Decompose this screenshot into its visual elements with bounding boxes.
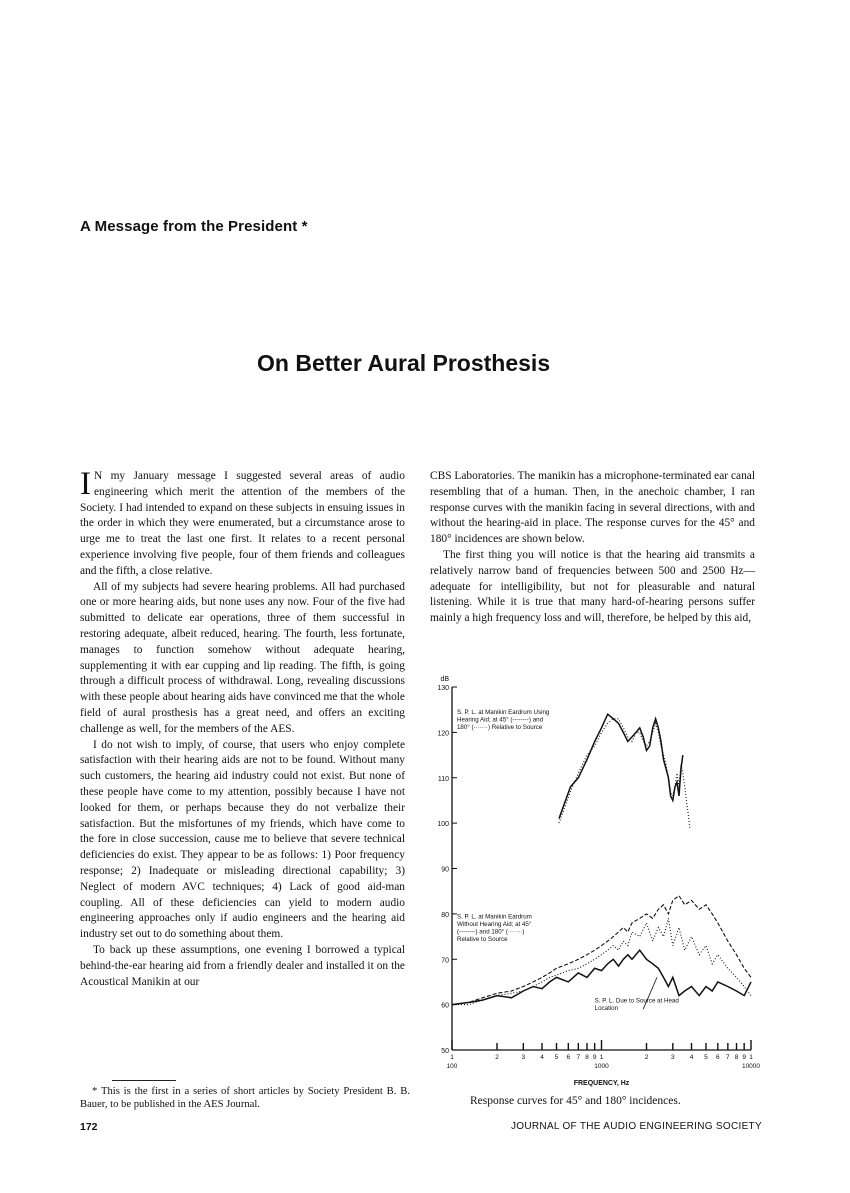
x-tick-label: 7 <box>726 1054 730 1061</box>
y-tick-label: 100 <box>437 821 449 829</box>
footnote-rule <box>112 1080 176 1081</box>
paragraph-text: N my January message I suggested several areas of audio engineering which merit the attention of the members of the Society. I had intended to expand on these subjects in ensuing issues in the order in which they were enumerated, but a circumstance arose to urge me to treat the last one first. It relates to a recent personal experience involving five people, four of them friends and colleagues and the fifth, a close relative. <box>80 470 405 577</box>
response-curve-chart <box>415 670 765 1090</box>
x-tick-label: 1 <box>599 1054 604 1061</box>
y-tick-label: 90 <box>441 866 449 874</box>
figure-caption: Response curves for 45° and 180° incidences. <box>470 1095 681 1107</box>
x-tick-label: 7 <box>576 1054 581 1061</box>
x-decade-label: 100 <box>446 1063 458 1070</box>
y-tick-label: 60 <box>441 1002 449 1010</box>
x-tick-label: 9 <box>742 1054 746 1061</box>
series-line-3 <box>452 896 751 1005</box>
left-column <box>80 466 405 990</box>
x-tick-label: 9 <box>592 1054 597 1061</box>
y-tick-label: 70 <box>441 957 449 965</box>
x-tick-label: 4 <box>540 1054 544 1061</box>
x-tick-label: 1 <box>450 1054 454 1061</box>
page-number: 172 <box>80 1121 98 1133</box>
section-title: A Message from the President * <box>80 218 308 235</box>
y-tick-label: 120 <box>437 730 449 738</box>
x-tick-label: 2 <box>644 1054 649 1061</box>
x-tick-label: 8 <box>585 1054 589 1061</box>
right-column <box>430 469 755 627</box>
x-tick-label: 5 <box>554 1054 559 1061</box>
paragraph: The first thing you will notice is that the hearing aid transmits a relatively narrow band of frequencies between 500 and 2500 Hz—adequate for intelligibility, but not for pleasurable and natural listening. While it is true that many hard-of-hearing persons suffer mainly a high frequency loss and will, therefore, be helped by this aid, <box>430 548 755 625</box>
x-tick-label: 1 <box>749 1054 753 1061</box>
paragraph: CBS Laboratories. The manikin has a microphone-terminated ear canal resembling that of a human. Then, in the anechoic chamber, I ran response curves with the manikin facing in several directions, with and without the hearing-aid in place. The response curves for the 45° and 180° incidences are shown below. <box>430 470 755 546</box>
y-axis-label: dB <box>440 676 449 683</box>
x-decade-label: 1000 <box>594 1063 609 1070</box>
paragraph: I do not wish to imply, of course, that users who enjoy complete satisfaction with their hearing aids are not to be found. Without many such customers, the hearing aid industry could not exist. But none of these people have come to my attention, possibly because I have not looked for them, or perhaps because they do not verbalize their satisfaction. But the misfortunes of my friends, which have come to the fore in close succession, cause me to believe that severe technical deficiencies do exist. They appear to be as follows: 1) Poor frequency response; 2) Inadequate or misleading directional capability; 3) Neglect of modern AVC techniques; 4) Lack of good aid-man coupling. All of these deficiencies can yield to modern audio engineering approaches only if audio engineers and the hearing aid industry set out to do something about them. <box>80 738 405 941</box>
x-tick-label: 6 <box>716 1054 720 1061</box>
x-decade-label: 10000 <box>741 1063 761 1070</box>
paragraph: To back up these assumptions, one evening I borrowed a typical behind-the-ear hearing aid from a friendly dealer and installed it on the Acoustical Manikin at our <box>80 943 405 988</box>
paragraph <box>80 466 405 580</box>
x-tick-label: 3 <box>671 1054 675 1061</box>
x-tick-label: 2 <box>495 1054 499 1061</box>
annotation-1: S. P. L. at Manikin Eardrum Without Hearing Aid; at 45° (--------) and 180° (·······) Relative to Source <box>456 913 532 943</box>
x-axis-label: FREQUENCY, Hz <box>573 1080 630 1087</box>
series-line-0 <box>559 714 683 818</box>
y-tick-label: 80 <box>441 911 449 919</box>
x-tick-label: 5 <box>704 1054 708 1061</box>
annotation-2: S. P. L. Due to Source at Head Location <box>594 997 679 1012</box>
annotation-0: S. P. L. at Manikin Eardrum Using Hearing Aid; at 45° (--------) and 180° (·······) Relative to Source <box>456 709 550 732</box>
footnote: * This is the first in a series of short articles by Society President B. B. Bauer, to be published in the AES Journal. <box>80 1086 410 1110</box>
x-tick-label: 3 <box>521 1054 526 1061</box>
journal-name: JOURNAL OF THE AUDIO ENGINEERING SOCIETY <box>511 1121 762 1132</box>
x-tick-label: 4 <box>689 1054 694 1061</box>
x-tick-label: 8 <box>734 1054 739 1061</box>
y-tick-label: 50 <box>441 1048 449 1055</box>
dropcap: I <box>80 466 91 502</box>
annotation-leader <box>643 977 657 1009</box>
article-title: On Better Aural Prosthesis <box>257 350 551 376</box>
x-tick-label: 6 <box>566 1054 571 1061</box>
paragraph: All of my subjects had severe hearing problems. All had purchased one or more hearing aids, but none uses any now. Four of the five had submitted to delicate ear operations, three of them successful in restoring adequate, albeit reduced, hearing. The fourth, less fortunate, manages to function somehow without adequate hearing, supplementing it with ear cupping and lip reading. The fifth, is going through a difficult process of withdrawal. Long, revealing discussions with these people about hearing aids have convinced me that the whole field of aural prosthesis has a great need, and offers an exciting challenge as well, for the members of the AES. <box>80 580 405 735</box>
y-tick-label: 130 <box>437 685 449 692</box>
y-tick-label: 110 <box>437 775 449 783</box>
